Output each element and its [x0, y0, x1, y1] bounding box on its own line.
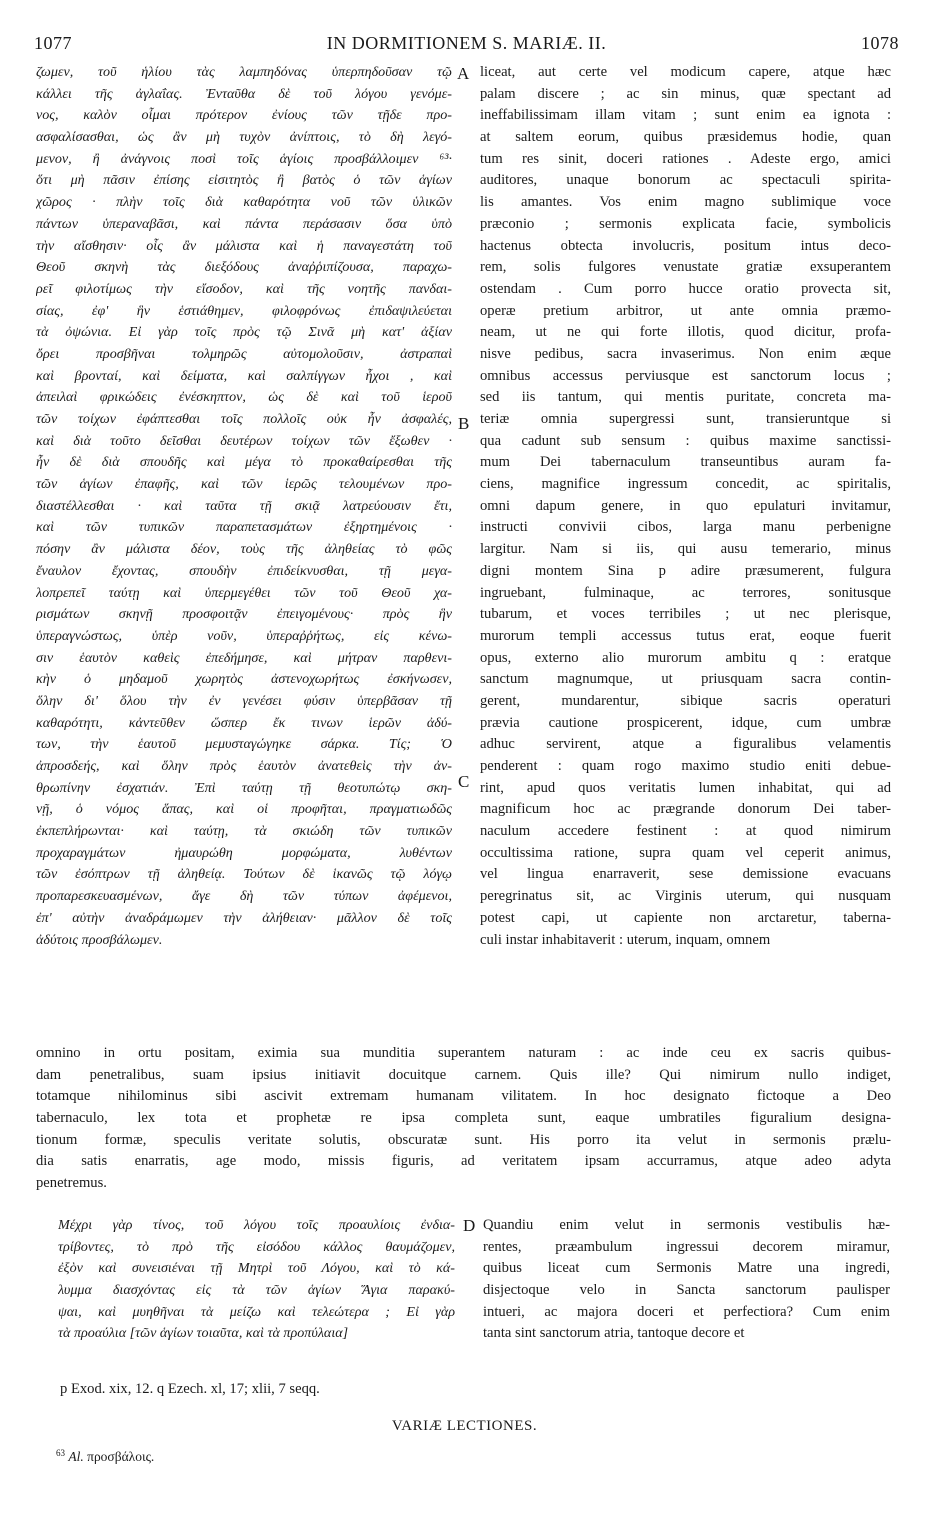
- text-line: sanctum magnumque, ut priusquam sacra contin-: [480, 671, 891, 688]
- text-line: qua cadunt sub sensum : quibus maxime sanctissi-: [480, 432, 891, 449]
- text-line: ασφαλίσασθαι, ὡς ἂν μὴ τυχὸν ἀνίπτοις, τὸ δὴ λεγό-: [36, 129, 452, 146]
- text-line: largitur. Nam si iis, qui ausu temerario, minus: [480, 541, 891, 558]
- margin-mark-b: B: [458, 414, 470, 433]
- text-line: sed iis tantum, qui mentis puritate, concreta ma-: [480, 389, 891, 406]
- text-line: ingruebant, fulminaque, ac terrores, sonitusque: [480, 584, 891, 601]
- text-line: gerent, mundarentur, sibique sacris operaturi: [480, 692, 891, 709]
- text-line: palam discere ; ac sin minus, quæ spectant ad: [480, 85, 891, 102]
- text-line: ἦν δὲ διὰ σπουδῆς καὶ μέγα τὸ προκαθαίρεσθαι τῆς: [36, 454, 452, 471]
- text-line: μενον, ἢ ἀνάγνοις ποσὶ τοῖς ἁγίοις προσβάλλοιμεν ⁶³·: [36, 150, 452, 167]
- text-line: totamque nihilominus sibi ascivit extremam humanam vilitatem. In hoc designato fictoque a Deo: [36, 1088, 891, 1105]
- text-line: magnificum hoc ac prægrande donorum Dei taber-: [480, 801, 891, 818]
- text-line: των, τὴν ἑαυτοῦ μεμυσταγώγηκε σάρκα. Τίς; Ὁ: [36, 736, 452, 753]
- text-line: καὶ τῶν τυπικῶν παραπετασμάτων ἐξηρτημένοις ·: [36, 519, 452, 536]
- text-line: ciens, magnifice ingressum concedit, ac spiritalis,: [480, 476, 891, 493]
- text-line: πάντων ὑπεραναβᾶσι, καὶ πάντα περάσασιν ὅσα ὑπὸ: [36, 215, 452, 232]
- text-line: tanta sint sanctorum atria, tantoque decore et: [483, 1325, 745, 1342]
- text-line: at saltem eorum, quibus præsidemus hodie, quan: [480, 129, 891, 146]
- text-line: omnino in ortu positam, eximia sua munditia superantem naturam : ac inde ceu ex sacris quibus-: [36, 1045, 891, 1061]
- text-line: hactenus obtecta involucris, positum intus deco-: [480, 237, 891, 254]
- text-line: ἔναυλον ἔχοντας, σπουδὴν ἐπιδείκνυσθαι, τῇ μεγα-: [36, 562, 452, 579]
- text-line: τῶν ἁγίων ἐπαφῆς, καὶ τῶν ἱερῶς τελουμένων προ-: [36, 476, 452, 493]
- text-line: τὰ ὀψώνια. Εἰ γὰρ τοῖς πρὸς τῷ Σινᾶ μὴ κατ' ἀξίαν: [36, 324, 452, 341]
- text-line: Θεοῦ σκηνὴ τὰς διεξόδους ἀναῤῥιπίζουσα, παραχω-: [36, 259, 452, 276]
- text-line: omnibus accessus perviusque est sanctorum locus ;: [480, 367, 891, 384]
- text-line: νος, καλὸν οἶμαι πρότερον ἐνίους τῶν τῇδε προ-: [36, 107, 452, 124]
- text-line: digni montem Sina p adire præsumerent, fulgura: [480, 562, 891, 579]
- text-line: mum Dei tabernaculum transeuntibus auram fa-: [480, 454, 891, 471]
- text-line: ψαι, καὶ μυηθῆναι τὰ μείζω καὶ τελεώτερα ; Εἰ γὰρ: [58, 1303, 455, 1320]
- text-line: ὑπεραγνώστως, ὑπὲρ νοῦν, ὑπεραῤῥήτως, εἰς κένω-: [36, 627, 452, 644]
- margin-mark-a: A: [457, 64, 470, 83]
- text-line: καὶ διὰ τοῦτο δεῖσθαι δευτέρων τοίχων τῶν ἔξωθεν ·: [36, 432, 452, 449]
- text-line: ρεῖ φιλοτίμως τὴν εἴσοδον, καὶ τῆς νοητῆς πανδαι-: [36, 280, 452, 297]
- text-line: ἀπροσδεής, καὶ ὅλην πρὸς ἑαυτὸν ἀνατεθεὶς τὴν ἀν-: [36, 758, 452, 774]
- margin-mark-c: C: [458, 772, 470, 791]
- text-line: κάλλει τῆς ἀγλαΐας. Ἐνταῦθα δὲ τοῦ λόγου γενόμε-: [36, 85, 452, 102]
- text-line: neam, ut ne qui forte illotis, quod dicitur, profa-: [480, 324, 891, 341]
- text-line: καὶ βρονταί, καὶ δείματα, καὶ σαλπίγγων ἦχοι , καὶ: [36, 367, 452, 384]
- text-line: θρωπίνην ἐσχατιάν. Ἐπὶ ταύτῃ τῇ θεοτυπώτῳ σκη-: [36, 779, 452, 796]
- text-line: murorum templi accessus tutus erat, eoque fuerit: [480, 627, 891, 644]
- latin-full-width-paragraph: [36, 1043, 891, 1195]
- text-line: τὴν αἴσθησιν· οἷς ἂν μάλιστα καὶ ἡ παναγεστάτη τοῦ: [36, 237, 452, 254]
- text-line: omni dapum genere, in quo epulaturi invitamur,: [480, 497, 891, 514]
- text-line: προχαραγμάτων ἠμαυρώθη μορφώματα, λυθέντων: [36, 844, 452, 861]
- variant-note-number: 63: [56, 1448, 65, 1458]
- variant-note-text: προσβάλοις.: [87, 1449, 155, 1464]
- text-line: Quandiu enim velut in sermonis vestibulis hæ-: [483, 1217, 890, 1233]
- text-line: τῶν τοίχων ἐφάπτεσθαι τοῖς πολλοῖς οὐκ ἦν ἀσφαλές,: [36, 411, 452, 427]
- text-line: σιν ἑαυτὸν καθεὶς ἐπεδήμησε, καὶ μήτραν παρθενι-: [36, 649, 452, 666]
- text-line: tum res sinit, doceri rationes . Adeste ergo, amici: [480, 150, 891, 167]
- text-line: τὰ προαύλια [τῶν ἁγίων τοιαῦτα, καὶ τὰ προπύλαια]: [58, 1325, 349, 1342]
- text-line: vel lingua enarraverit, sese demissione evacuans: [480, 866, 891, 883]
- text-line: potest capi, ut capiente non arctaretur, taberna-: [480, 909, 891, 926]
- text-line: ἐπ' αὐτὴν ἀναδράμωμεν τὴν ἀλήθειαν· μᾶλλον δὲ τοῖς: [36, 909, 452, 926]
- running-header: [34, 33, 899, 57]
- variant-note-abbreviation: Al.: [68, 1449, 84, 1464]
- text-line: ὅλην δι' ὅλου τὴν ἐν γενέσει φύσιν ὑπερβᾶσαν τῇ: [36, 692, 452, 709]
- greek-column-bottom: [58, 1215, 455, 1345]
- text-line: culi instar inhabitaverit : uterum, inquam, omnem: [480, 931, 771, 948]
- text-line: auditores, unaque bonorum ac spectaculi spirita-: [480, 172, 891, 189]
- text-line: ὄρει προσβῆναι τολμηρῶς αὐτομολοῦσιν, ἀστραπαὶ: [36, 345, 452, 362]
- text-line: ineffabilissimam illam vitam ; sunt enim ea ignota :: [480, 107, 891, 124]
- running-title: IN DORMITIONEM S. MARIÆ. II.: [326, 33, 607, 53]
- text-line: ἐξὸν καὶ συνεισιέναι τῇ Μητρὶ τοῦ Λόγου, καὶ τὸ κά-: [58, 1260, 455, 1277]
- text-line: rem, solis fulgores venustate gratiæ exsuperantem: [480, 259, 891, 276]
- text-line: tabernaculo, lex tota et prophetæ re ipsa completa sunt, eaque umbratiles figuralium designa-: [36, 1110, 891, 1127]
- text-line: ἀδύτοις προσβάλωμεν.: [36, 931, 163, 948]
- text-line: νῇ, ὁ νόμος ἅπας, καὶ οἱ προφῆται, πραγματιωδῶς: [36, 801, 452, 818]
- variae-lectiones-heading: VARIÆ LECTIONES.: [391, 1418, 538, 1434]
- text-line: ἀπειλαὶ φρικώδεις ἐνέσκηπτον, ὡς δὲ καὶ τοῦ ἱεροῦ: [36, 389, 452, 406]
- text-line: liceat, aut certe vel modicum capere, atque hæc: [480, 64, 891, 80]
- margin-mark-d: D: [463, 1216, 476, 1235]
- text-line: ὅτι μὴ πᾶσιν ἐπίσης εἰσιτητὸς ἢ βατὸς ὁ τῶν ἁγίων: [36, 172, 452, 189]
- text-line: prævia cautione prospicerent, idque, cum umbræ: [480, 714, 891, 731]
- text-line: dam penetralibus, suam ipsius initiavit docuitque carnem. Quis ille? Qui nimirum nullo indiget,: [36, 1066, 891, 1083]
- text-line: tionum formæ, speculis veritate solutis, obscuratæ sunt. His porro ita velut in sermonis prælu-: [36, 1131, 891, 1148]
- text-line: καθαρότητι, κἀντεῦθεν ὥσπερ ἔκ τινων ἱερῶν ἀδύ-: [36, 714, 452, 731]
- text-line: τῶν ἐσόπτρων τῇ ἀληθείᾳ. Τούτων δὲ ἱκανῶς τῷ λόγῳ: [36, 866, 452, 883]
- text-line: instructi convivii cibos, larga manu perbenigne: [480, 519, 891, 536]
- page-number-left: 1077: [34, 33, 72, 53]
- text-line: opus, externo alio murorum ambitu q : eratque: [480, 649, 891, 666]
- text-line: teriæ omnia supergressi sunt, transieruntque si: [480, 411, 891, 427]
- text-line: disjectoque velo in Sancta sanctorum paulisper: [483, 1282, 890, 1299]
- text-line: penderent : quam rogo maximo studio eniti debue-: [480, 758, 891, 774]
- variant-reading-note: [56, 1448, 154, 1465]
- text-line: adhuc servirent, atque a figuralibus velamentis: [480, 736, 891, 753]
- text-line: τρίβοντες, τὸ πρὸ τῆς εἰσόδου κάλλος θαυμάζομεν,: [58, 1238, 455, 1255]
- latin-column-top: [480, 62, 891, 951]
- text-line: προπαρεσκευασμένων, ἄγε δὴ τῶν τύπων ἀφέμενοι,: [36, 888, 452, 905]
- text-line: intueri, ac majora doceri et perfectiora? Cum enim: [483, 1303, 890, 1320]
- text-line: Μέχρι γὰρ τίνος, τοῦ λόγου τοῖς προαυλίοις ἐνδια-: [58, 1217, 455, 1233]
- text-line: ζωμεν, τοῦ ἡλίου τὰς λαμπηδόνας ὑπερπηδοῦσαν τῷ: [36, 64, 452, 80]
- text-line: κὴν ὁ μηδαμοῦ χωρητὸς ἀστενοχωρήτως ἐσκήνωσεν,: [36, 671, 452, 688]
- text-line: rint, apud quos veritatis lumen inhabitat, qui ad: [480, 779, 891, 796]
- text-line: penetremus.: [36, 1175, 107, 1192]
- text-line: præconio ; sermonis explicata facie, symbolicis: [480, 215, 891, 232]
- page-number-right: 1078: [861, 33, 899, 53]
- text-line: ρισμάτων σκηνῇ προσφοιτᾷν ἐπειγομένους· πρὸς ἣν: [36, 606, 452, 623]
- text-line: lis amantes. Vos enim magno sublimique voce: [480, 194, 891, 211]
- text-line: peregrinatus sit, ac Virginis uterum, qui nusquam: [480, 888, 891, 905]
- text-line: occultissima ratione, supra quam vel ceperit animus,: [480, 844, 891, 861]
- text-line: σίας, ἐφ' ἣν ἑστιάθημεν, φιλοφρόνως ἐπιδαψιλεύεται: [36, 302, 452, 319]
- text-line: operæ pretium arbitror, ut ante omnia præmo-: [480, 302, 891, 319]
- text-line: dia satis enarratis, age modo, missis figuris, ad veritatem ipsam accurramus, atque adeo adyta: [36, 1153, 891, 1170]
- text-line: rentes, præambulum ingressui decorem miramur,: [483, 1238, 890, 1255]
- text-line: λοπρεπεῖ ταύτῃ καὶ ὑπερμεγέθει τῶν τοῦ Θεοῦ χα-: [36, 584, 452, 601]
- text-line: πόσην ἂν μάλιστα δέον, τοὺς τῆς ἀληθείας τὸ φῶς: [36, 541, 452, 558]
- text-line: διαστέλλεσθαι · καὶ ταῦτα τῇ σκιᾷ λατρεύουσιν ἔτι,: [36, 497, 452, 514]
- latin-column-bottom: [483, 1215, 890, 1345]
- text-line: ἐκπεπλήρωνται· καὶ ταύτῃ, τὰ σκιώδη τῶν τυπικῶν: [36, 823, 452, 840]
- text-line: nisve pedibus, sacra invaserimus. Non enim æque: [480, 345, 891, 362]
- text-line: quibus liceat cum Sermonis Matre una ingredi,: [483, 1260, 890, 1277]
- greek-column-top: [36, 62, 452, 951]
- text-line: λυμμα διασχόντας εἰς τὰ τῶν ἁγίων Ἅγια παρακύ-: [58, 1282, 455, 1299]
- scripture-footnote: p Exod. xix, 12. q Ezech. xl, 17; xlii, 7 seqq.: [60, 1381, 320, 1397]
- text-line: naculum accedere festinent : at quod nimirum: [480, 823, 891, 840]
- text-line: tubarum, et voces terribiles ; ut nec plerisque,: [480, 606, 891, 623]
- text-line: ostendam . Cum porro hucce oratio provecta sit,: [480, 280, 891, 297]
- text-line: χῶρος · πλὴν τοῖς διὰ καθαρότητα νοῦ τῶν ὑλικῶν: [36, 194, 452, 211]
